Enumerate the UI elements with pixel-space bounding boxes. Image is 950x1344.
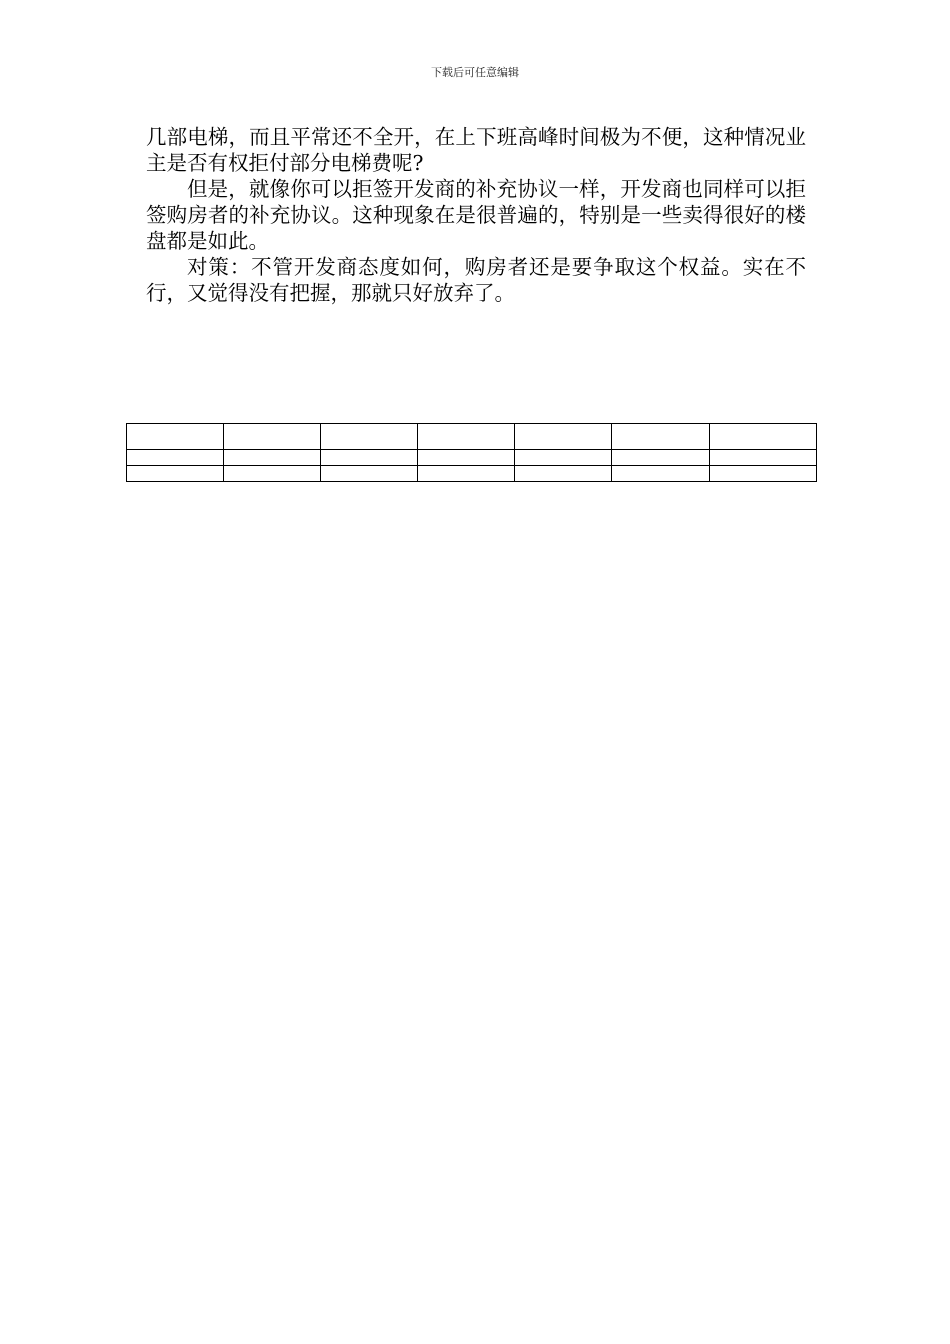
- table-row: [127, 424, 817, 450]
- table-cell: [710, 466, 817, 482]
- table-cell: [515, 466, 612, 482]
- table-cell: [418, 466, 515, 482]
- table-row: [127, 466, 817, 482]
- table-cell: [710, 424, 817, 450]
- table-cell: [321, 424, 418, 450]
- table-cell: [612, 450, 710, 466]
- table-cell: [612, 424, 710, 450]
- table-cell: [321, 466, 418, 482]
- page-header: 下载后可任意编辑: [431, 66, 519, 79]
- paragraph-countermeasure: 对策：不管开发商态度如何，购房者还是要争取这个权益。实在不行，又觉得没有把握，那就只好放弃了。: [146, 255, 806, 305]
- table-cell: [224, 450, 321, 466]
- table-cell: [224, 424, 321, 450]
- table-cell: [127, 466, 224, 482]
- paragraph-developer-refusal: 但是，就像你可以拒签开发商的补充协议一样，开发商也同样可以拒签购房者的补充协议。这种现象在是很普遍的，特别是一些卖得很好的楼盘都是如此。: [146, 177, 806, 253]
- document-body: [146, 124, 806, 306]
- table-cell: [710, 450, 817, 466]
- table-cell: [127, 450, 224, 466]
- paragraph-continuation: 几部电梯，而且平常还不全开，在上下班高峰时间极为不便，这种情况业主是否有权拒付部分电梯费呢?: [146, 125, 806, 175]
- table-cell: [321, 450, 418, 466]
- table-row: [127, 450, 817, 466]
- table-cell: [515, 450, 612, 466]
- table-cell: [612, 466, 710, 482]
- table-cell: [418, 424, 515, 450]
- table-cell: [127, 424, 224, 450]
- table-cell: [515, 424, 612, 450]
- empty-table: [126, 423, 817, 482]
- table-cell: [224, 466, 321, 482]
- table-cell: [418, 450, 515, 466]
